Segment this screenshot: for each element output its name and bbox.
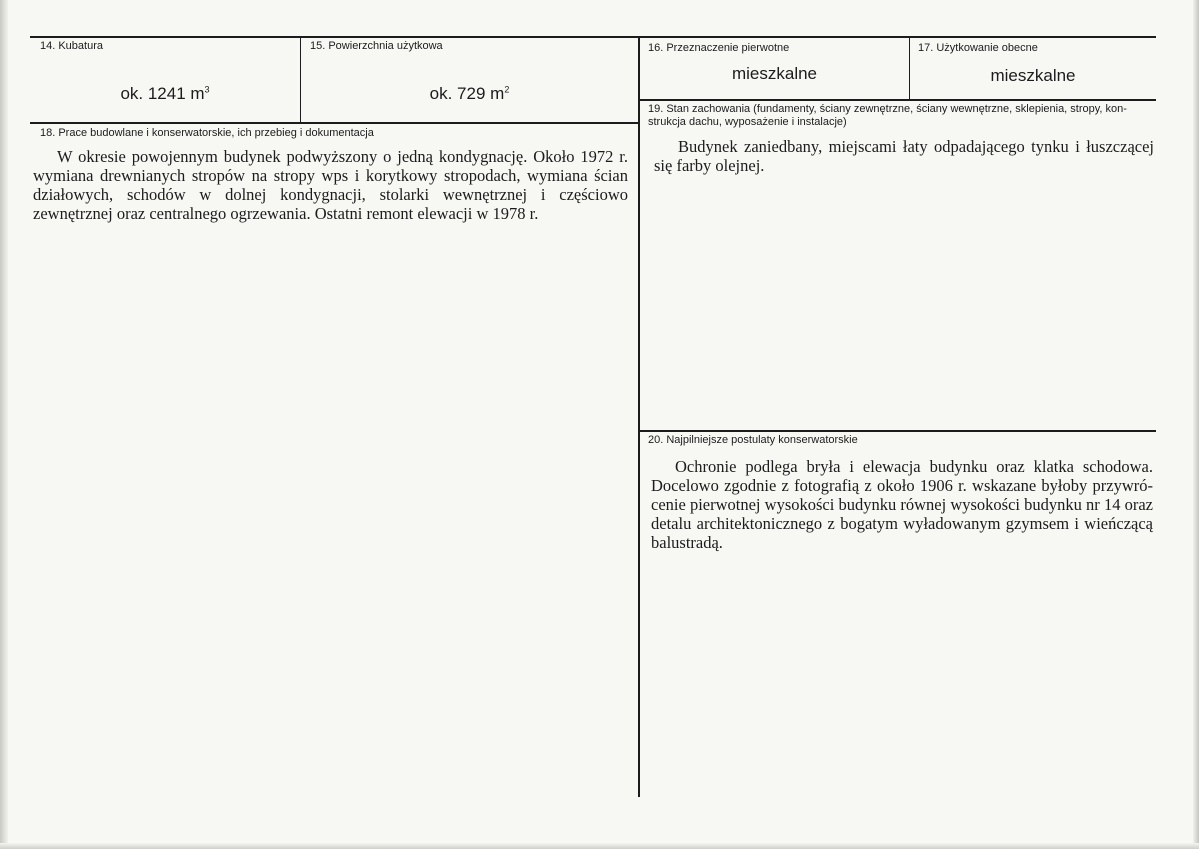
- top-rule: [30, 36, 1156, 38]
- field-14-value: [30, 84, 300, 104]
- field-14-value-text: ok. 1241 m: [120, 84, 205, 103]
- field-18-label: 18. Prace budowlane i konserwatorskie, ich przebieg i dokumentacja: [40, 127, 374, 139]
- field-14-value-exponent: 3: [204, 84, 210, 95]
- field-17-value: mieszkalne: [990, 66, 1076, 85]
- field-16-label: 16. Przeznaczenie pierwotne: [648, 42, 790, 54]
- field-19-text: Budynek zaniedbany, miejscami łaty odpadającego tynku i łuszczącej się farby olejnej.: [654, 137, 1154, 175]
- field-15-value-text: ok. 729 m: [429, 84, 505, 103]
- page-edge-bottom: [0, 843, 1199, 849]
- field-16-value: mieszkalne: [731, 64, 818, 83]
- field-14-label: 14. Kubatura: [40, 40, 103, 52]
- divider-14-15: [300, 37, 301, 123]
- rule-above-20: [639, 430, 1156, 432]
- page-edge-left: [0, 0, 8, 849]
- field-15-value-exponent: 2: [504, 84, 510, 95]
- field-18-text: W okresie powojennym budynek podwyższony o jedną kondygnację. Około 1972 r. wymiana drewnianych stropów na stropy wps i korytkowy stropodach, wymiana ścian działowych, schodów w dolnej kondygnacji, stolarki wewnętrznej i częściowo zewnętrznej oraz centralnego ogrzewania. Ostatni remont elewacji w 1978 r.: [33, 147, 628, 223]
- field-19-label-line1: 19. Stan zachowania (fundamenty, ściany zewnętrzne, ściany wewnętrzne, sklepienia, stropy, kon-: [648, 103, 1127, 115]
- page-edge-right: [1193, 0, 1199, 849]
- field-15-label: 15. Powierzchnia użytkowa: [310, 40, 443, 52]
- field-20-text: Ochronie podlega bryła i elewacja budynku oraz klatka schodowa. Docelowo zgodnie z fotografią z około 1906 r. wskazane byłoby przywrócenie pierwotnej wysokości budynku równej wysokości budynku nr 14 oraz detalu architektonicznego z bogatym wyładowanym gzymsem i wieńczącą balustradą.: [651, 457, 1153, 552]
- rule-below-14-15: [30, 122, 639, 124]
- field-17-label: 17. Użytkowanie obecne: [918, 42, 1038, 54]
- field-20-label: 20. Najpilniejsze postulaty konserwatorskie: [648, 434, 858, 446]
- center-divider: [638, 37, 640, 797]
- field-19-label-line2: strukcja dachu, wyposażenie i instalacje): [648, 116, 847, 128]
- rule-below-16-17: [639, 99, 1156, 101]
- field-15-value: [301, 84, 638, 104]
